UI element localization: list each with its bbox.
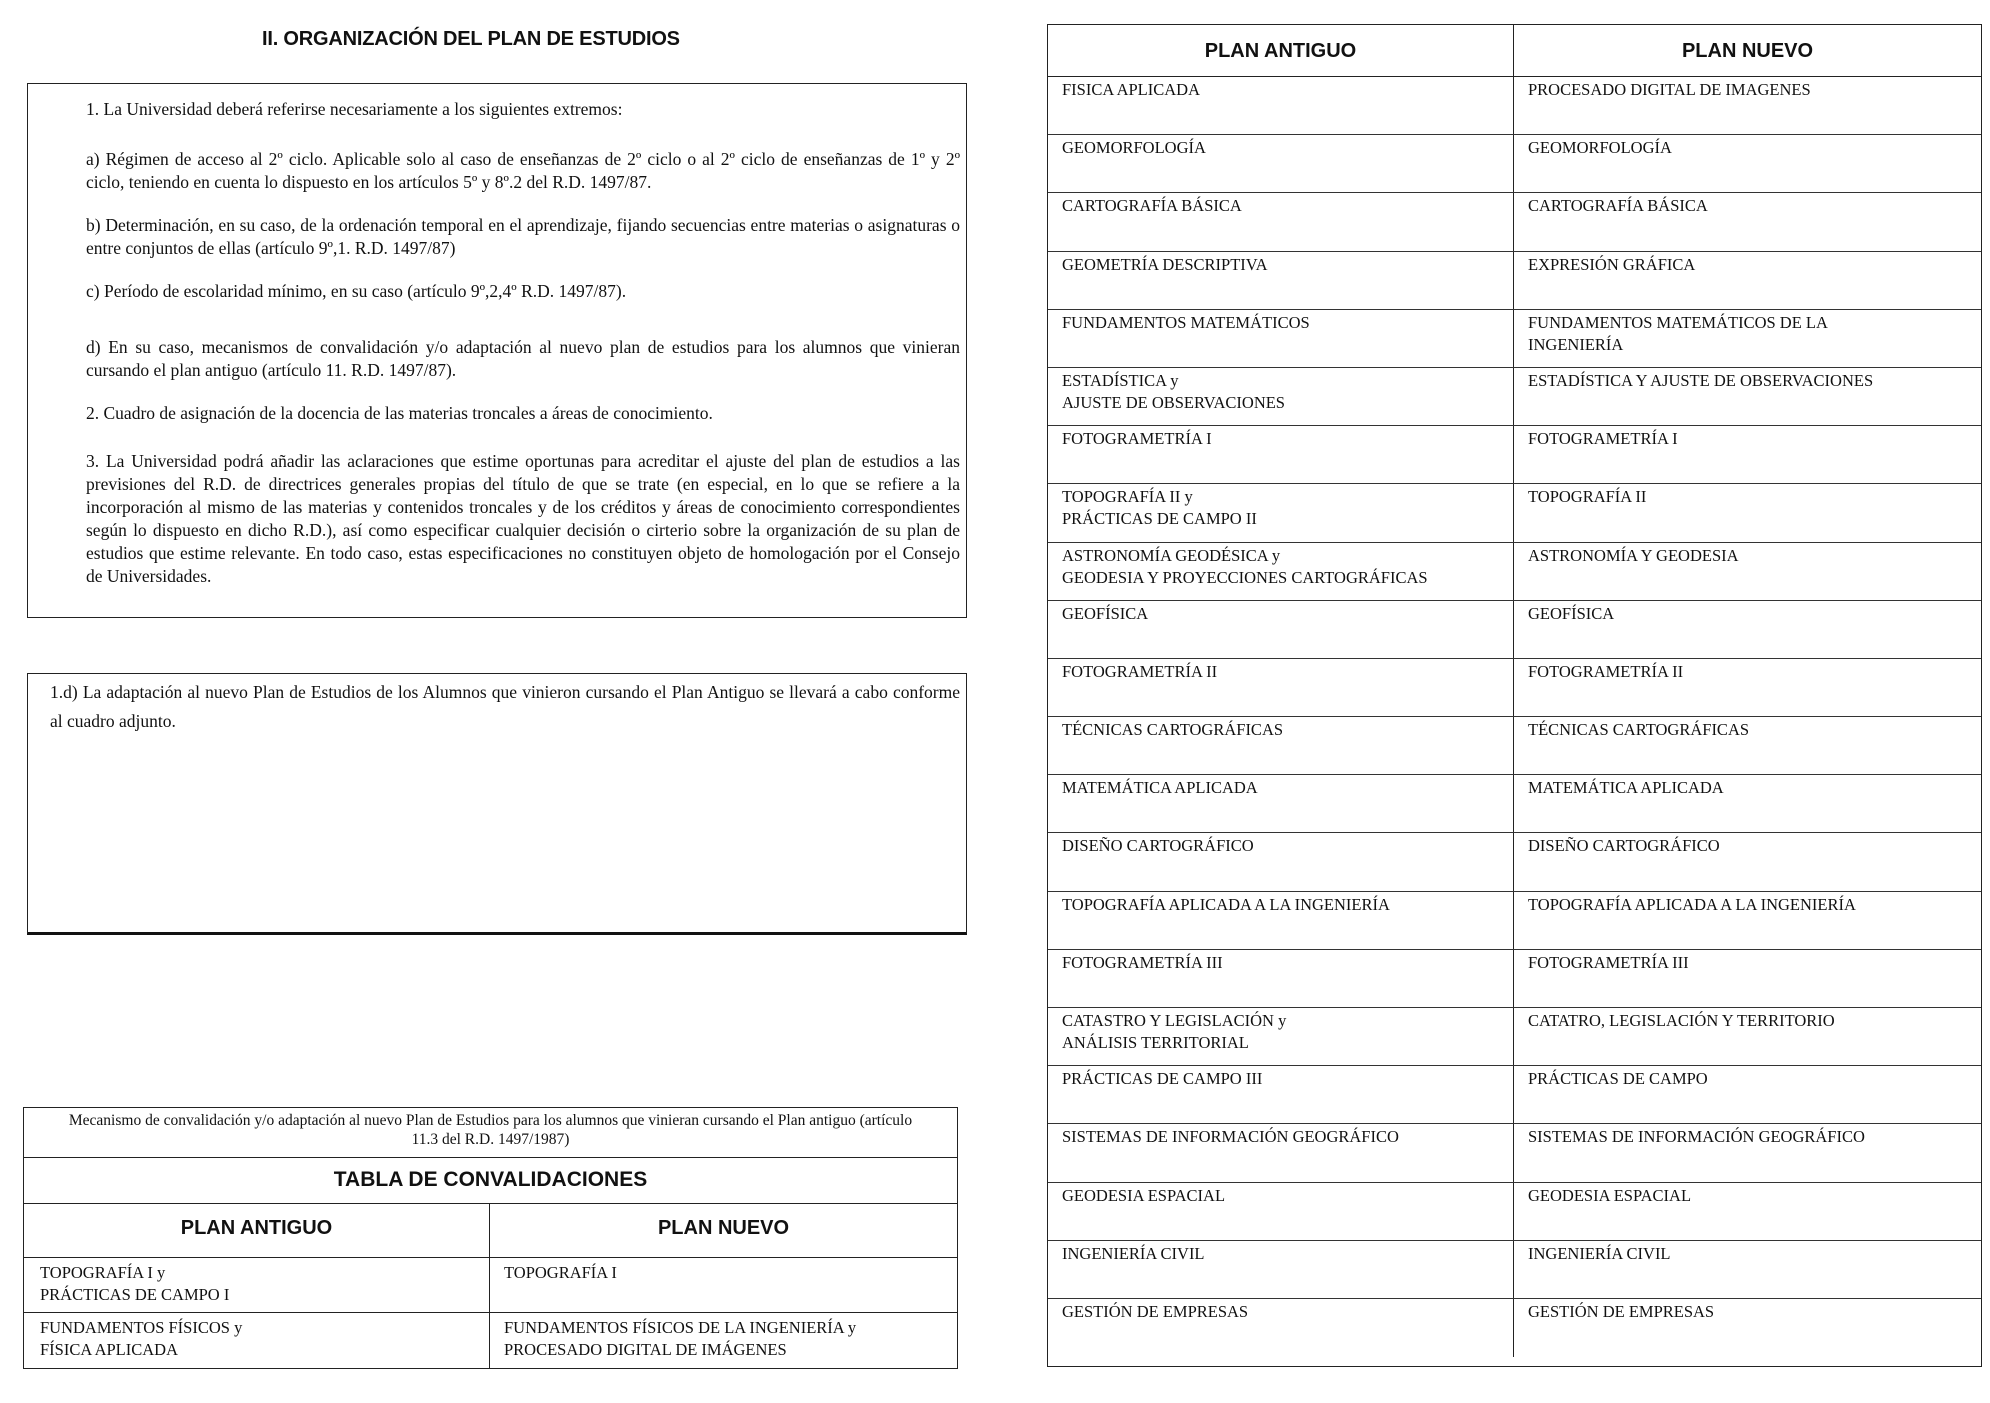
old-plan-subject: GEOMORFOLOGÍA [1048, 135, 1514, 192]
new-plan-subject: TOPOGRAFÍA II [1528, 487, 1647, 507]
new-plan-subject: FOTOGRAMETRÍA III [1528, 952, 1689, 972]
table-row [1048, 1124, 1981, 1182]
column-header-new-plan: PLAN NUEVO [1681, 40, 1814, 62]
old-plan-subject: GESTIÓN DE EMPRESAS [1048, 1299, 1514, 1357]
new-plan-subject: DISEÑO CARTOGRÁFICO [1528, 836, 1720, 856]
new-plan-subject: CATATRO, LEGISLACIÓN Y TERRITORIO [1528, 1011, 1835, 1030]
old-plan-subject: TOPOGRAFÍA II y PRÁCTICAS DE CAMPO II [1048, 484, 1514, 541]
adaptation-note: 1.d) La adaptación al nuevo Plan de Estudios de los Alumnos que vinieron cursando el Plan Antiguo se llevará a cabo conforme al cuadro adjunto. [50, 682, 960, 731]
old-plan-subject: TOPOGRAFÍA I y PRÁCTICAS DE CAMPO I [24, 1258, 490, 1312]
new-plan-subject: TOPOGRAFÍA APLICADA A LA INGENIERÍA [1528, 894, 1856, 914]
old-plan-subject: ESTADÍSTICA y AJUSTE DE OBSERVACIONES [1048, 368, 1514, 425]
mechanism-caption: Mecanismo de convalidación y/o adaptación al nuevo Plan de Estudios para los alumnos que vinieran cursando el Plan antiguo (artículo 11.3 del R.D. 1497/1987) [24, 1108, 957, 1158]
old-plan-subject: TÉCNICAS CARTOGRÁFICAS [1048, 717, 1514, 774]
requirements-box [27, 83, 967, 618]
table-row [1048, 892, 1981, 950]
table-row [1048, 950, 1981, 1008]
new-plan-subject: CARTOGRAFÍA BÁSICA [1528, 196, 1708, 216]
requirement-b: b) Determinación, en su caso, de la ordenación temporal en el aprendizaje, fijando secuencias entre materias o asignaturas o entre conjuntos de ellas (artículo 9º,1. R.D. 1497/87) [86, 215, 960, 258]
table-heading: TABLA DE CONVALIDACIONES [24, 1158, 957, 1204]
new-plan-subject: MATEMÁTICA APLICADA [1528, 778, 1724, 798]
column-header-new-plan: PLAN NUEVO [657, 1217, 790, 1239]
old-plan-subject: CATASTRO Y LEGISLACIÓN y ANÁLISIS TERRITORIAL [1048, 1008, 1514, 1065]
table-row [1048, 659, 1981, 717]
old-plan-subject: ASTRONOMÍA GEODÉSICA y GEODESIA Y PROYECCIONES CARTOGRÁFICAS [1048, 543, 1514, 600]
requirement-2: 2. Cuadro de asignación de la docencia de las materias troncales a áreas de conocimiento. [86, 403, 713, 423]
table-row [1048, 717, 1981, 775]
table-row [1048, 1066, 1981, 1124]
new-plan-subject: ESTADÍSTICA Y AJUSTE DE OBSERVACIONES [1528, 370, 1874, 390]
old-plan-subject: GEODESIA ESPACIAL [1048, 1183, 1514, 1240]
convalidation-table [23, 1107, 958, 1369]
new-plan-subject: FOTOGRAMETRÍA I [1528, 429, 1678, 449]
column-header-old-plan: PLAN ANTIGUO [1048, 25, 1514, 76]
new-plan-subject: PRÁCTICAS DE CAMPO [1528, 1069, 1708, 1089]
new-plan-subject: ASTRONOMÍA Y GEODESIA [1528, 545, 1739, 565]
old-plan-subject: PRÁCTICAS DE CAMPO III [1048, 1066, 1514, 1123]
column-header-old-plan: PLAN ANTIGUO [24, 1204, 490, 1257]
new-plan-subject: INGENIERÍA CIVIL [1528, 1243, 1671, 1263]
new-plan-subject: FUNDAMENTOS FÍSICOS DE LA INGENIERÍA y PROCESADO DIGITAL DE IMÁGENES [504, 1318, 857, 1359]
table-row [1048, 77, 1981, 135]
table-header-row [24, 1204, 957, 1258]
new-plan-subject: GEOFÍSICA [1528, 603, 1615, 623]
old-plan-subject: SISTEMAS DE INFORMACIÓN GEOGRÁFICO [1048, 1124, 1514, 1181]
table-row [1048, 833, 1981, 891]
table-row [1048, 775, 1981, 833]
table-row [1048, 543, 1981, 601]
table-row [1048, 1241, 1981, 1299]
old-plan-subject: GEOFÍSICA [1048, 601, 1514, 658]
table-row [1048, 135, 1981, 193]
old-plan-subject: FOTOGRAMETRÍA II [1048, 659, 1514, 716]
new-plan-subject: GEOMORFOLOGÍA [1528, 138, 1672, 158]
requirement-a: a) Régimen de acceso al 2º ciclo. Aplicable solo al caso de enseñanzas de 2º ciclo o al 2º ciclo de enseñanzas de 1º y 2º ciclo, teniendo en cuenta lo dispuesto en los artículos 5º y 8º.2 del R.D. 1497/87. [86, 149, 960, 192]
new-plan-subject: EXPRESIÓN GRÁFICA [1528, 254, 1696, 274]
table-row [24, 1313, 957, 1368]
requirement-c: c) Período de escolaridad mínimo, en su caso (artículo 9º,2,4º R.D. 1497/87). [86, 281, 627, 301]
old-plan-subject: CARTOGRAFÍA BÁSICA [1048, 193, 1514, 250]
table-row [1048, 193, 1981, 251]
old-plan-subject: GEOMETRÍA DESCRIPTIVA [1048, 252, 1514, 309]
new-plan-subject: GESTIÓN DE EMPRESAS [1528, 1301, 1715, 1321]
old-plan-subject: FOTOGRAMETRÍA III [1048, 950, 1514, 1007]
table-row [1048, 252, 1981, 310]
table-row [1048, 484, 1981, 542]
requirement-3: 3. La Universidad podrá añadir las aclaraciones que estime oportunas para acreditar el ajuste del plan de estudios a las previsiones del R.D. de directrices generales propias del título de que se trate (en especial, en lo que se refiere a la incorporación al mismo de las materias y contenidos troncales y de los créditos y áreas de conocimiento correspondientes según lo dispuesto en dicho R.D.), así como especificar cualquier decisión o cirterio sobre la organización de su plan de estudios que estime relevante. En todo caso, estas especificaciones no constituyen objeto de homologación por el Consejo de Universidades. [86, 451, 960, 586]
old-plan-subject: TOPOGRAFÍA APLICADA A LA INGENIERÍA [1048, 892, 1514, 949]
requirement-intro: 1. La Universidad deberá referirse necesariamente a los siguientes extremos: [86, 99, 623, 119]
old-plan-subject: FUNDAMENTOS MATEMÁTICOS [1048, 310, 1514, 367]
new-plan-subject: GEODESIA ESPACIAL [1528, 1185, 1692, 1205]
table-header-row [1048, 25, 1981, 77]
old-plan-subject: FUNDAMENTOS FÍSICOS y FÍSICA APLICADA [24, 1313, 490, 1368]
old-plan-subject: MATEMÁTICA APLICADA [1048, 775, 1514, 832]
requirement-d: d) En su caso, mecanismos de convalidación y/o adaptación al nuevo plan de estudios para los alumnos que vinieran cursando el plan antiguo (artículo 11. R.D. 1497/87). [86, 337, 960, 380]
new-plan-subject: TÉCNICAS CARTOGRÁFICAS [1528, 720, 1750, 740]
table-row [1048, 601, 1981, 659]
table-row [1048, 1183, 1981, 1241]
new-plan-subject: FUNDAMENTOS MATEMÁTICOS DE LA INGENIERÍA [1528, 312, 1828, 354]
old-plan-subject: FOTOGRAMETRÍA I [1048, 426, 1514, 483]
table-row [24, 1258, 957, 1313]
section-title: II. ORGANIZACIÓN DEL PLAN DE ESTUDIOS [262, 28, 680, 50]
convalidation-table-continued [1047, 24, 1982, 1367]
table-row [1048, 1299, 1981, 1357]
old-plan-subject: FISICA APLICADA [1048, 77, 1514, 134]
new-plan-subject: PROCESADO DIGITAL DE IMAGENES [1528, 80, 1811, 99]
old-plan-subject: DISEÑO CARTOGRÁFICO [1048, 833, 1514, 890]
table-row [1048, 1008, 1981, 1066]
table-row [1048, 310, 1981, 368]
new-plan-subject: SISTEMAS DE INFORMACIÓN GEOGRÁFICO [1528, 1127, 1865, 1147]
new-plan-subject: FOTOGRAMETRÍA II [1528, 661, 1684, 681]
old-plan-subject: INGENIERÍA CIVIL [1048, 1241, 1514, 1298]
adaptation-note-box [27, 673, 967, 935]
table-row [1048, 368, 1981, 426]
new-plan-subject: TOPOGRAFÍA I [504, 1263, 617, 1282]
table-row [1048, 426, 1981, 484]
